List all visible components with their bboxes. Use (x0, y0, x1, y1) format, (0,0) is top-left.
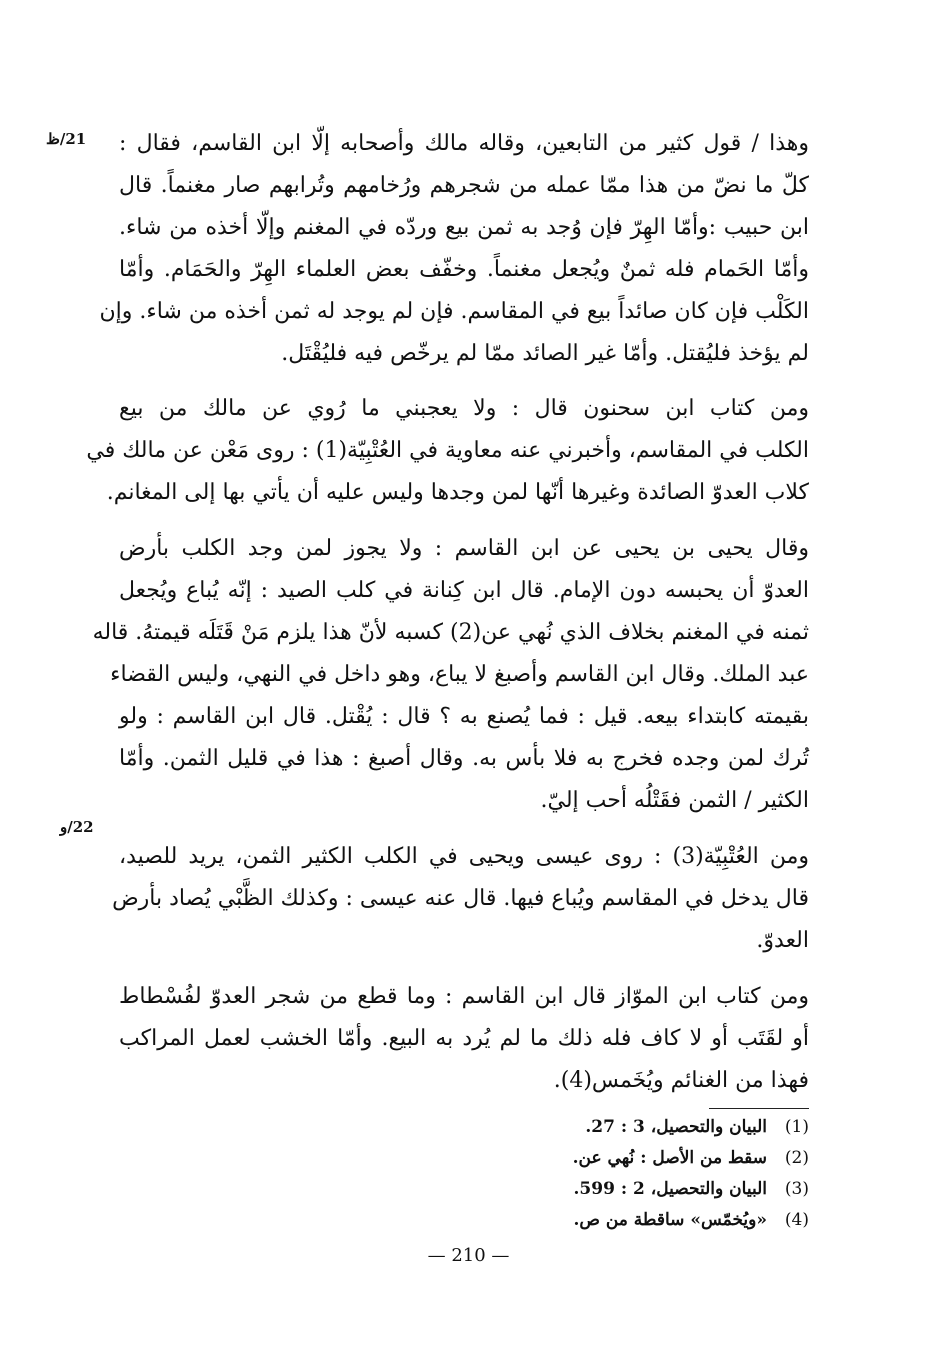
text-line: ابن حبيب :وأمّا الهِرّ فإن وُجد به ثمن بيع وردّه في المغنم وإلّا أخذه من شاء. (119, 215, 809, 240)
text-line: تُرك لمن وجده فخرج به فلا بأس به. وقال أصبغ : هذا في قليل الثمن. وأمّا (119, 746, 809, 771)
text-line: لم يؤخذ فليُقتل. وأمّا غير الصائد ممّا لم يرخّص فيه فليُقْتَل. (281, 341, 809, 366)
footnote-text: البيان والتحصيل، 3 : 27. (585, 1117, 767, 1137)
footnote-separator (709, 1108, 809, 1109)
footnote-item (573, 1112, 809, 1143)
footnote-number: (2) (784, 1148, 809, 1168)
footnote-text: «ويُخمّس» ساقطة من ص. (573, 1210, 767, 1230)
margin-folio-note: 22/و (60, 818, 94, 836)
footnote-number: (4) (784, 1210, 809, 1230)
text-line: ومن كتاب ابن الموّاز قال ابن القاسم : وما قطع من شجر العدوّ لفُسْطاط (119, 984, 809, 1009)
footnote-number: (1) (784, 1117, 809, 1137)
text-line: بقيمته كابتداء بيعه. قيل : فما يُصنع به ؟ قال : يُقْتل. قال ابن القاسم : ولو (119, 704, 809, 729)
text-line: ثمنه في المغنم بخلاف الذي نُهي عن(2) كسبه لأنّ هذا يلزم مَنْ قَتَلَه قيمتهُ. قاله (92, 620, 809, 645)
footnote-item (573, 1205, 809, 1236)
footnote-text: سقط من الأصل : نُهي عن. (572, 1148, 767, 1168)
paragraph (119, 976, 809, 1102)
paragraph (112, 836, 809, 962)
text-line: الكثير / الثمن فقَتْلُه أحب إليّ. (540, 788, 809, 813)
text-line: عبد الملك. وقال ابن القاسم وأصبغ لا يباع، وهو داخل في النهي، وليس القضاء (110, 662, 809, 687)
footnote-number: (3) (784, 1179, 809, 1199)
paragraph (86, 388, 809, 514)
text-line: الكلب في المقاسم، وأخبرني عنه معاوية في العُتْبِيّة(1) : روى مَعْن عن مالك في (86, 438, 809, 463)
text-line: كلاب العدوّ الصائدة وغيرها أنّها لمن وجدها وليس عليه أن يأتي بها إلى المغانم. (106, 480, 809, 505)
text-line: وهذا / قول كثير من التابعين، وقاله مالك وأصحابه إلّا ابن القاسم، فقال : (119, 131, 809, 156)
footnote-item (573, 1174, 809, 1205)
margin-folio-note: 21/ظ (46, 130, 87, 148)
text-line: العدوّ أن يحبسه دون الإمام. قال ابن كِنانة في كلب الصيد : إنّه يُباع ويُجعل (119, 578, 809, 603)
text-line: ومن العُتْبِيّة(3) : روى عيسى ويحيى في الكلب الكثير الثمن، يريد للصيد، (119, 844, 809, 869)
text-line: فهذا من الغنائم ويُخَمس(4). (553, 1068, 809, 1093)
paragraph (99, 123, 809, 375)
footnote-item (573, 1143, 809, 1174)
text-line: ومن كتاب ابن سحنون قال : ولا يعجبني ما رُوي عن مالك من بيع (119, 396, 809, 421)
text-line: قال يدخل في المقاسم ويُباع فيها. قال عنه عيسى : وكذلك الظَّبْي يُصاد بأرض (112, 886, 809, 911)
text-line: وأمّا الحَمام فله ثمنٌ ويُجعل مغنماً. وخفّف بعض العلماء الهِرّ والحَمَام. وأمّا (119, 257, 809, 282)
footnote-text: البيان والتحصيل، 2 : 599. (573, 1179, 767, 1199)
text-line: العدوّ. (756, 928, 809, 953)
footnotes (573, 1112, 809, 1236)
text-line: أو لقَتَب أو لا كاف فله ذلك ما لم يُرد به البيع. وأمّا الخشب لعمل المراكب (119, 1026, 809, 1051)
text-line: وقال يحيى بن يحيى عن ابن القاسم : ولا يجوز لمن وجد الكلب بأرض (119, 536, 809, 561)
page-number: — 210 — (427, 1245, 510, 1266)
paragraph (92, 528, 809, 822)
text-line: كلّ ما نضّ من هذا ممّا عمله من شجرهم ورُخامهم وتُرابهم صار مغنماً. قال (119, 173, 809, 198)
text-line: الكَلْب فإن كان صائداً بيع في المقاسم. فإن لم يوجد له ثمن أخذه من شاء. وإن (99, 299, 809, 324)
